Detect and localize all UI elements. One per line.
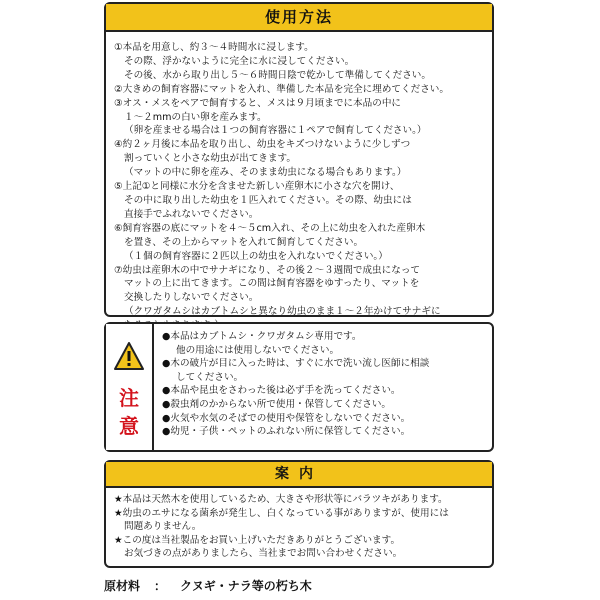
text-line: ④約２ヶ月後に本品を取り出し、幼虫をキズつけないように少しずつ xyxy=(114,139,411,151)
text-line: ●木の破片が目に入った時は、すぐに水で洗い流し医師に相談 xyxy=(162,358,430,370)
notice-body xyxy=(106,488,492,561)
warning-triangle-icon xyxy=(114,342,144,370)
material-line xyxy=(104,577,312,594)
text-line: ★本品は天然木を使用しているため、大きさや形状等にバラツキがあります。 xyxy=(114,494,448,505)
usage-title: 使用方法 xyxy=(106,4,492,32)
text-line: を置き、その上からマットを入れて飼育してください。 xyxy=(124,236,364,248)
caution-sidebar xyxy=(106,324,154,450)
text-line: その際、浮かないように完全に水に浸してください。 xyxy=(124,55,355,67)
notice-panel xyxy=(104,460,494,568)
text-line: ★この度は当社製品をお買い上げいただきありがとうございます。 xyxy=(114,534,401,546)
text-line: ●火気や水気のそばでの使用や保管をしないでください。 xyxy=(162,412,411,424)
text-line: 割っていくと小さな幼虫が出てきます。 xyxy=(124,153,296,165)
text-line: 問題ありません。 xyxy=(124,521,202,533)
text-line: （卵を産ませる場合は１つの飼育容器に１ペアで飼育してください。） xyxy=(124,125,427,137)
text-line: （１個の飼育容器に２匹以上の幼虫を入れないでください。） xyxy=(124,250,388,262)
text-line: ●幼児・子供・ペットのふれない所に保管してください。 xyxy=(162,426,411,438)
caution-label-i: 意 xyxy=(119,414,139,438)
usage-body xyxy=(106,32,492,333)
text-line: ②大きめの飼育容器にマットを入れ、準備した本品を完全に埋めてください。 xyxy=(114,83,449,95)
text-line: 交換したりしないでください。 xyxy=(124,292,259,304)
text-line: その後、水から取り出し５～６時間日陰で乾かして準備してください。 xyxy=(124,69,431,81)
text-line: ★幼虫のエサになる菌糸が発生し、白くなっている事がありますが、使用には xyxy=(114,507,449,519)
text-line: ⑤上記①と同様に水分を含ませた新しい産卵木に小さな穴を開け、 xyxy=(114,181,400,193)
text-line: （クワガタムシはカブトムシと異なり幼虫のまま１～２年かけてサナギに xyxy=(124,306,441,318)
text-line: ●本品はカブトムシ・クワガタムシ専用です。 xyxy=(162,331,362,342)
text-line: ①本品を用意し、約３～４時間水に浸します。 xyxy=(114,42,314,53)
text-line: ●本品や昆虫をさわった後は必ず手を洗ってください。 xyxy=(162,385,401,397)
text-line: 他の用途には使用しないでください。 xyxy=(176,344,340,356)
caution-label-chu: 注 xyxy=(119,386,139,410)
text-line: （マットの中に卵を産み、そのまま幼虫になる場合もあります。） xyxy=(124,167,407,179)
material-separator: ： xyxy=(154,579,167,593)
usage-panel xyxy=(104,2,494,317)
text-line: マットの上に出てきます。この間は飼育容器をゆすったり、マットを xyxy=(124,278,420,290)
text-line: ●殺虫剤のかからない所で使用・保管してください。 xyxy=(162,398,392,410)
text-line: その中に取り出した幼虫を１匹入れてください。その際、幼虫には xyxy=(124,194,412,206)
text-line: ③オス・メスをペアで飼育すると、メスは９月頃までに本品の中に xyxy=(114,97,402,109)
text-line: １～２mmの白い卵を産みます。 xyxy=(124,111,267,123)
text-line: 直接手でふれないでください。 xyxy=(124,208,259,220)
text-line: してください。 xyxy=(176,371,244,383)
caution-body xyxy=(162,330,488,439)
material-value: クヌギ・ナラ等の朽ち木 xyxy=(180,579,312,593)
text-line: ⑦幼虫は産卵木の中でサナギになり、その後２～３週間で成虫になって xyxy=(114,264,421,276)
text-line: お気づきの点がありましたら、当社までお問い合わせください。 xyxy=(124,548,403,560)
notice-title: 案内 xyxy=(106,462,492,488)
caution-panel xyxy=(104,322,494,452)
text-line: ⑥飼育容器の底にマットを４～５cm入れ、その上に幼虫を入れた産卵木 xyxy=(114,222,426,234)
material-label: 原材料 xyxy=(104,579,141,593)
